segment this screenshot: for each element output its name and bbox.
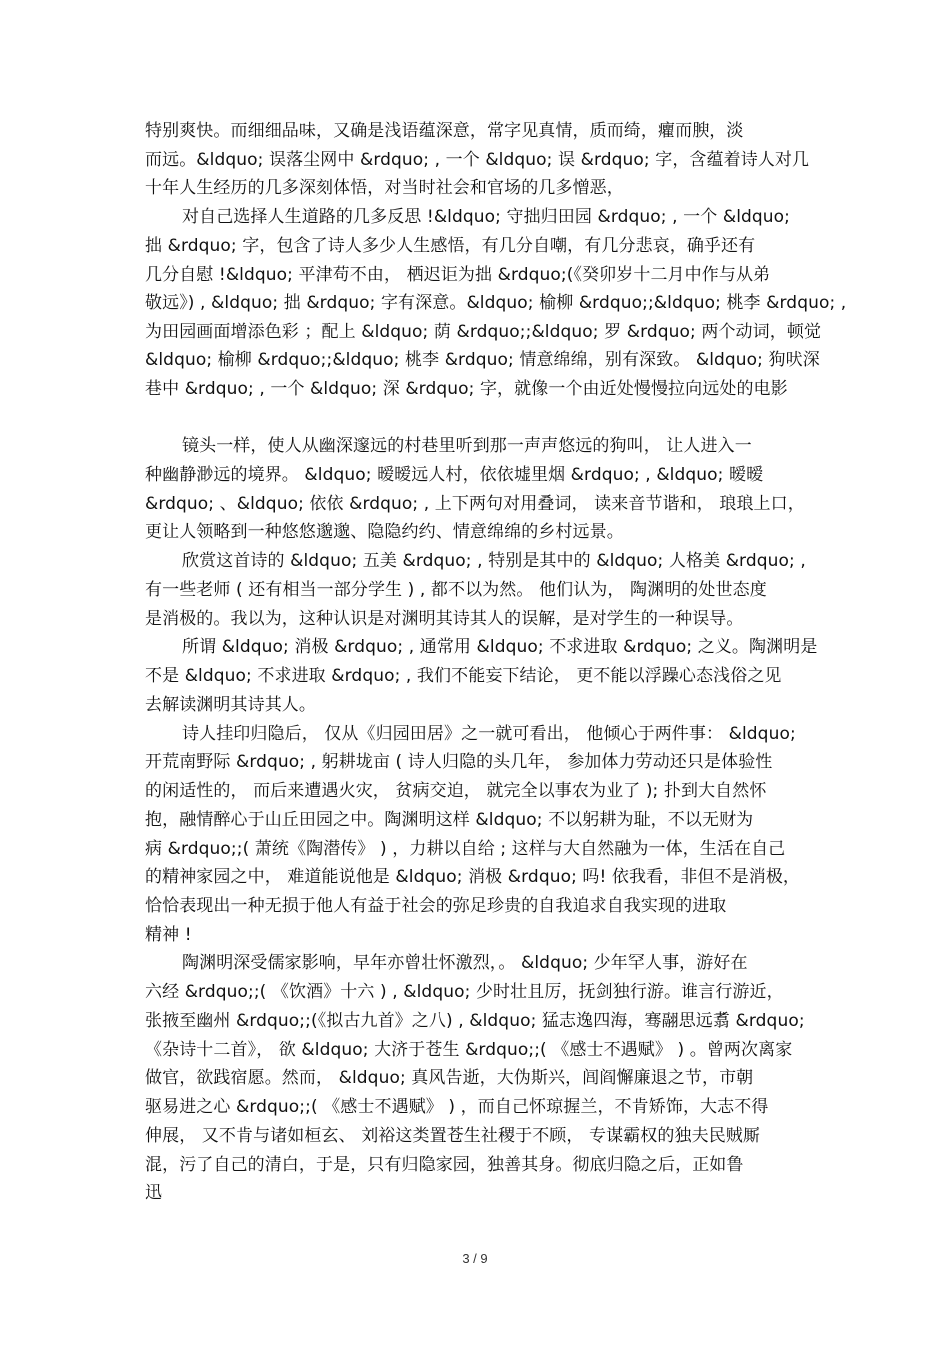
- text-line: 而远。&ldquo; 误落尘网中 &rdquo; , 一个 &ldquo; 误 &rdquo; 字，含蕴着诗人对几: [145, 150, 810, 170]
- text-line: &rdquo; 、&ldquo; 依依 &rdquo; , 上下两句对用叠词， 读来音节谐和， 琅琅上口，: [145, 494, 805, 514]
- text-line: 去解读渊明其诗其人。: [145, 695, 316, 715]
- page-number: 3 / 9: [462, 1251, 488, 1266]
- text-line: 做官，欲践宿愿。然而， &ldquo; 真风告逝，大伪斯兴，闾阎懈廉退之节，市朝: [145, 1068, 754, 1088]
- text-line: 更让人领略到一种悠悠邈邈、隐隐约约、情意绵绵的乡村远景。: [145, 522, 624, 542]
- text-line: 《杂诗十二首》， 欲 &ldquo; 大济于苍生 &rdquo;;( 《感士不遇赋》 ) 。曾两次离家: [145, 1040, 793, 1060]
- text-line: &ldquo; 榆柳 &rdquo;;&ldquo; 桃李 &rdquo; 情意绵绵，别有深致。 &ldquo; 狗吠深: [145, 350, 820, 370]
- text-line: 是消极的。我以为，这种认识是对渊明其诗其人的误解，是对学生的一种误导。: [145, 609, 744, 629]
- text-line: 不是 &ldquo; 不求进取 &rdquo; , 我们不能妄下结论， 更不能以浮躁心态浅俗之见: [145, 666, 782, 686]
- text-line: 精神 !: [145, 925, 192, 945]
- text-line: 的闲适性的， 而后来遭遇火灾， 贫病交迫， 就完全以事农为业了 ); 扑到大自然怀: [145, 781, 767, 801]
- paragraph-start-line: 陶渊明深受儒家影响，早年亦曾壮怀激烈，。 &ldquo; 少年罕人事，游好在: [182, 953, 748, 973]
- paragraph-start-line: 所谓 &ldquo; 消极 &rdquo; , 通常用 &ldquo; 不求进取 &rdquo; 之义。陶渊明是: [182, 637, 818, 657]
- text-line: 敬远》) , &ldquo; 拙 &rdquo; 字有深意。&ldquo; 榆柳 &rdquo;;&ldquo; 桃李 &rdquo; ,: [145, 293, 847, 313]
- text-line: 巷中 &rdquo; , 一个 &ldquo; 深 &rdquo; 字，就像一个由近处慢慢拉向远处的电影: [145, 379, 788, 399]
- text-line: 的精神家园之中， 难道能说他是 &ldquo; 消极 &rdquo; 吗! 依我看，非但不是消极，: [145, 867, 801, 887]
- text-line: 驱易进之心 &rdquo;;( 《感士不遇赋》 ) ，而自己怀琼握兰，不肯矫饰，大志不得: [145, 1097, 769, 1117]
- text-line: 混，污了自己的清白，于是，只有归隐家园，独善其身。彻底归隐之后，正如鲁: [145, 1155, 744, 1175]
- text-line: 张掖至幽州 &rdquo;;(《拟古九首》之八) , &ldquo; 猛志逸四海，骞翮思远翥 &rdquo;: [145, 1011, 805, 1031]
- text-line: 开荒南野际 &rdquo; , 躬耕垅亩 ( 诗人归隐的头几年， 参加体力劳动还只是体验性: [145, 752, 773, 772]
- text-line: 为田园画面增添色彩 ；配上 &ldquo; 荫 &rdquo;;&ldquo; 罗 &rdquo; 两个动词，顿觉: [145, 322, 822, 342]
- text-line: 种幽静渺远的境界。 &ldquo; 暧暧远人村，依依墟里烟 &rdquo; , &ldquo; 暧暧: [145, 465, 764, 485]
- text-line: 几分自慰 !&ldquo; 平津苟不由， 栖迟讵为拙 &rdquo;(《癸卯岁十二月中作与从弟: [145, 265, 771, 285]
- text-line: 镜头一样，使人从幽深邃远的村巷里听到那一声声悠远的狗叫， 让人进入一: [182, 436, 752, 456]
- text-line: 抱，融情醉心于山丘田园之中。陶渊明这样 &ldquo; 不以躬耕为耻，不以无财为: [145, 810, 754, 830]
- text-line: 伸展， 又不肯与诸如桓玄、 刘裕这类置苍生社稷于不顾， 专谋霸权的独夫民贼厮: [145, 1126, 761, 1146]
- text-line: 六经 &rdquo;;( 《饮酒》十六 ) , &ldquo; 少时壮且厉，抚剑独行游。谁言行游近，: [145, 982, 784, 1002]
- text-line: 十年人生经历的几多深刻体悟，对当时社会和官场的几多憎恶，: [145, 178, 624, 198]
- paragraph-start-line: 诗人挂印归隐后， 仅从《归园田居》之一就可看出， 他倾心于两件事： &ldquo;: [182, 724, 796, 744]
- text-line: 恰恰表现出一种无损于他人有益于社会的弥足珍贵的自我追求自我实现的进取: [145, 896, 727, 916]
- text-line: 有一些老师 ( 还有相当一部分学生 ) , 都不以为然。 他们认为， 陶渊明的处世态度: [145, 580, 767, 600]
- text-line: 拙 &rdquo; 字，包含了诗人多少人生感悟，有几分自嘲，有几分悲哀，确乎还有: [145, 236, 756, 256]
- paragraph-start-line: 欣赏这首诗的 &ldquo; 五美 &rdquo; , 特别是其中的 &ldquo; 人格美 &rdquo; ,: [182, 551, 806, 571]
- text-line: 迅: [145, 1183, 163, 1203]
- text-line: 病 &rdquo;;( 萧统《陶潜传》 ) ，力耕以自给 ; 这样与大自然融为一体，生活在自己: [145, 839, 786, 859]
- paragraph-start-line: 对自己选择人生道路的几多反思 !&ldquo; 守拙归田园 &rdquo; , 一个 &ldquo;: [182, 207, 791, 227]
- text-line: 特别爽快。而细细品味，又确是浅语蕴深意，常字见真情，质而绮，癯而腴，淡: [145, 121, 744, 141]
